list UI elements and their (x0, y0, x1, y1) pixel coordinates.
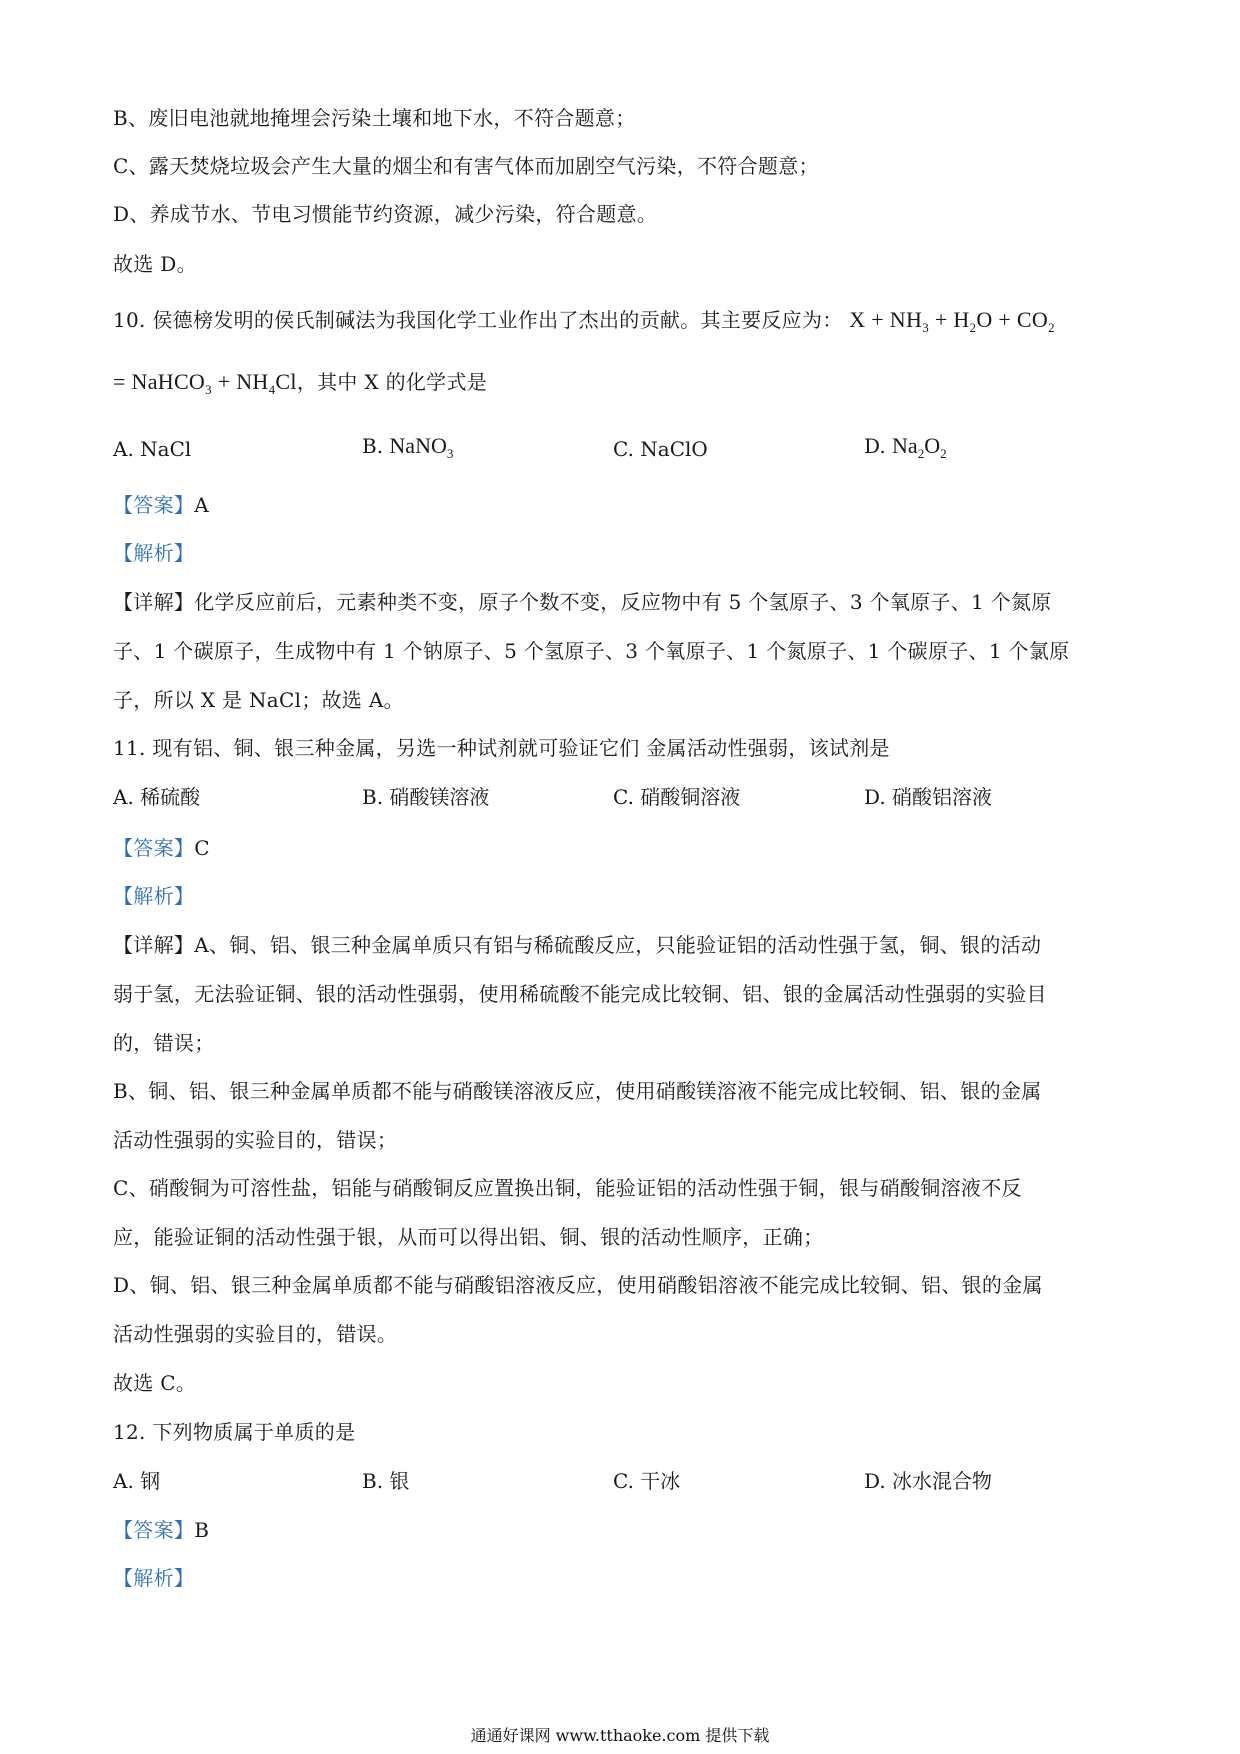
question-10-option-c: C. NaClO (613, 437, 708, 461)
answer-tag: 【答案】 (113, 1518, 195, 1542)
answer-tag: 【答案】 (113, 836, 195, 860)
question-11-answer (113, 834, 210, 862)
question-12-option-d: D. 冰水混合物 (864, 1469, 993, 1493)
question-10-stem: 10. 侯德榜发明的侯氏制碱法为我国化学工业作出了杰出的贡献。其主要反应为： (113, 308, 843, 332)
question-11-detail-9: 活动性强弱的实验目的，错误。 (113, 1322, 398, 1346)
question-10-option-b: B. NaNO$_3$ (362, 433, 454, 461)
paragraph-9b: B、废旧电池就地掩埋会污染土壤和地下水，不符合题意； (113, 106, 636, 130)
answer-value: A (194, 493, 209, 517)
question-11-stem: 11. 现有铝、铜、银三种金属，另选一种试剂就可验证它们 金属活动性强弱，该试剂是 (113, 736, 890, 760)
question-10-detail-1: 【详解】化学反应前后，元素种类不变，原子个数不变，反应物中有 5 个氢原子、3 个氧原子、1 个氮原 (113, 590, 1052, 614)
question-10-answer (113, 491, 209, 519)
question-10-analysis-tag: 【解析】 (113, 541, 195, 565)
question-11-detail-3: 的，错误； (113, 1031, 215, 1055)
question-11-option-b: B. 硝酸镁溶液 (362, 785, 490, 809)
question-11-option-a: A. 稀硫酸 (113, 785, 201, 809)
detail-tag: 【详解】 (113, 590, 195, 614)
question-11-detail-5: 活动性强弱的实验目的，错误； (113, 1128, 398, 1152)
detail-tag: 【详解】 (113, 933, 195, 957)
question-11-detail-4: B、铜、铝、银三种金属单质都不能与硝酸镁溶液反应，使用硝酸镁溶液不能完成比较铜、铝、银的金属 (113, 1079, 1042, 1103)
page-footer-watermark: 通通好课网 www.tthaoke.com 提供下载 (470, 1726, 770, 1745)
answer-value: C (194, 836, 210, 860)
question-12-stem: 12. 下列物质属于单质的是 (113, 1420, 356, 1444)
question-10-stem-end: ，其中 X 的化学式是 (296, 370, 488, 394)
question-12-option-a: A. 钢 (113, 1469, 161, 1493)
question-12-answer (113, 1516, 209, 1544)
question-10-option-a: A. NaCl (113, 437, 192, 461)
question-11-detail-8: D、铜、铝、银三种金属单质都不能与硝酸铝溶液反应，使用硝酸铝溶液不能完成比较铜、铝、银的金属 (113, 1273, 1043, 1297)
question-10-stem-line (113, 306, 1055, 334)
paragraph-9-selection: 故选 D。 (113, 252, 197, 276)
question-10-option-d: D. $Na_2O_2$ (864, 433, 947, 461)
question-10-detail-3: 子，所以 X 是 NaCl；故选 A。 (113, 688, 404, 712)
question-10-detail-2: 子、1 个碳原子，生成物中有 1 个钠原子、5 个氢原子、3 个氧原子、1 个氮原子、1 个碳原子、1 个氯原 (113, 639, 1070, 663)
question-11-detail-1: 【详解】A、铜、铝、银三种金属单质只有铝与稀硫酸反应，只能验证铝的活动性强于氢，铜、银的活动 (113, 933, 1042, 957)
question-10-formula-lhs: $X + NH_3 + H_2O + CO_2$ (849, 307, 1055, 335)
answer-value: B (194, 1518, 210, 1542)
question-11-option-d: D. 硝酸铝溶液 (864, 785, 993, 809)
question-10-formula-rhs: = NaHCO$_3$ + $NH_4Cl$ (113, 369, 297, 397)
question-10-formula-rhs-line (113, 368, 487, 396)
question-12-option-c: C. 干冰 (613, 1469, 681, 1493)
answer-tag: 【答案】 (113, 493, 195, 517)
question-11-detail-7: 应，能验证铜的活动性强于银，从而可以得出铝、铜、银的活动性顺序，正确； (113, 1225, 824, 1249)
question-11-detail-10: 故选 C。 (113, 1371, 197, 1395)
question-11-detail-6: C、硝酸铜为可溶性盐，铝能与硝酸铜反应置换出铜，能验证铝的活动性强于铜，银与硝酸铜溶液不反 (113, 1176, 1022, 1200)
paragraph-9c: C、露天焚烧垃圾会产生大量的烟尘和有害气体而加剧空气污染，不符合题意； (113, 154, 819, 178)
paragraph-9d: D、养成节水、节电习惯能节约资源，减少污染，符合题意。 (113, 202, 658, 226)
question-12-analysis-tag: 【解析】 (113, 1566, 195, 1590)
question-11-option-c: C. 硝酸铜溶液 (613, 785, 741, 809)
question-11-analysis-tag: 【解析】 (113, 884, 195, 908)
question-12-option-b: B. 银 (362, 1469, 410, 1493)
question-11-detail-2: 弱于氢，无法验证铜、银的活动性强弱，使用稀硫酸不能完成比较铜、铝、银的金属活动性强弱的实验目 (113, 982, 1047, 1006)
